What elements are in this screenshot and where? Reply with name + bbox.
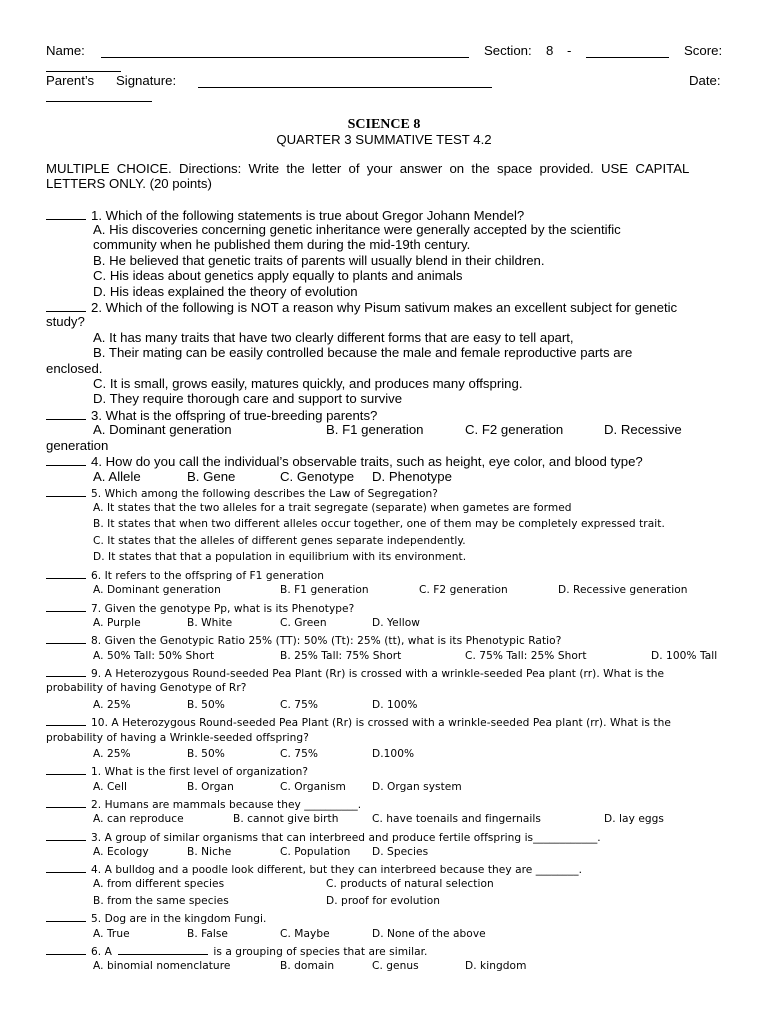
choice-a: A. binomial nomenclature	[93, 960, 231, 972]
section-label: Section:	[484, 43, 532, 58]
answer-blank[interactable]	[46, 762, 86, 775]
choice-a: A. His discoveries concerning genetic inheritance were generally accepted by the scientific	[93, 222, 621, 237]
choice-a: A. Purple	[93, 617, 141, 629]
choice-a: A. Dominant generation	[93, 584, 221, 596]
choice-c: C. It is small, grows easily, matures quickly, and produces many offspring.	[93, 376, 523, 391]
choice-d: D. Yellow	[372, 617, 420, 629]
choice-c: C. His ideas about genetics apply equally to plants and animals	[93, 268, 463, 283]
choice-c: C. 75% Tall: 25% Short	[465, 650, 587, 662]
question-stem: 1. Which of the following statements is true about Gregor Johann Mendel?	[91, 208, 525, 223]
signature-label: Signature:	[116, 73, 177, 88]
choice-d: D.100%	[372, 748, 415, 760]
choice-b: B. False	[187, 928, 228, 940]
choice-d: D. None of the above	[372, 928, 486, 940]
choice-c: C. 75%	[280, 699, 318, 711]
choice-c: C. Green	[280, 617, 327, 629]
choice-d: D. It states that that a population in equilibrium with its environment.	[93, 551, 467, 563]
choice-c: C. It states that the alleles of different genes separate independently.	[93, 535, 466, 547]
answer-blank[interactable]	[46, 566, 86, 579]
choice-d: D. kingdom	[465, 960, 527, 972]
choice-c: C. Organism	[280, 781, 346, 793]
choice-d: D. proof for evolution	[326, 895, 441, 907]
choice-b: B. It states that when two different alleles occur together, one of them may be completely expressed trait.	[93, 518, 665, 530]
choice-d: D. They require thorough care and support to survive	[93, 391, 403, 406]
choice-a: A. 25%	[93, 748, 131, 760]
question-stem: 2. Humans are mammals because they __________.	[91, 799, 362, 811]
question-stem-end: is a grouping of species that are similar.	[213, 946, 428, 958]
question-stem: 10. A Heterozygous Round-seeded Pea Plant (Rr) is crossed with a wrinkle-seeded Pea plant (rr). What is the	[91, 717, 671, 729]
section-dash: -	[567, 43, 572, 58]
score-label: Score:	[684, 43, 723, 58]
question-stem: 6. It refers to the offspring of F1 generation	[91, 570, 324, 582]
choice-d-cont: generation	[46, 438, 109, 453]
choice-c: C. products of natural selection	[326, 878, 494, 890]
choice-c: C. F2 generation	[419, 584, 508, 596]
choice-c: C. 75%	[280, 748, 318, 760]
choice-a: A. Ecology	[93, 846, 149, 858]
choice-b: B. cannot give birth	[233, 813, 339, 825]
choice-d: D. Recessive	[604, 422, 682, 437]
choice-c: C. F2 generation	[465, 422, 564, 437]
choice-a: A. Dominant generation	[93, 422, 232, 437]
answer-blank[interactable]	[46, 599, 86, 612]
answer-blank[interactable]	[46, 942, 86, 955]
answer-blank[interactable]	[46, 860, 86, 873]
section-field[interactable]	[586, 57, 669, 58]
question-stem: 2. Which of the following is NOT a reason why Pisum sativum makes an excellent subject for genetic	[91, 300, 678, 315]
choice-b: B. domain	[280, 960, 335, 972]
question-5b	[46, 909, 266, 927]
signature-field[interactable]	[198, 87, 492, 88]
question-3	[46, 407, 377, 423]
choice-a: A. It has many traits that have two clearly different forms that are easy to tell apart,	[93, 330, 574, 345]
choice-a: A. from different species	[93, 878, 225, 890]
question-stem: 4. How do you call the individual’s observable traits, such as height, eye color, and blood type?	[91, 454, 643, 469]
question-stem-cont: probability of having a Wrinkle-seeded offspring?	[46, 732, 309, 744]
answer-blank[interactable]	[46, 299, 86, 312]
question-10	[46, 713, 671, 731]
directions-line-1: MULTIPLE CHOICE. Directions: Write the letter of your answer on the space provided. USE CAPITAL	[46, 161, 690, 176]
choice-d: D. Phenotype	[372, 469, 452, 484]
score-field[interactable]	[46, 71, 121, 72]
choice-d: D. 100%	[372, 699, 418, 711]
question-8	[46, 631, 561, 649]
question-stem: 5. Which among the following describes the Law of Segregation?	[91, 488, 438, 500]
choice-d: D. Species	[372, 846, 429, 858]
date-label: Date:	[689, 73, 721, 88]
choice-a: A. It states that the two alleles for a trait segregate (separate) when gametes are formed	[93, 502, 572, 514]
question-stem: 4. A bulldog and a poodle look different, but they can interbreed because they are ________.	[91, 864, 582, 876]
choice-c: C. Maybe	[280, 928, 330, 940]
answer-blank[interactable]	[46, 484, 86, 497]
choice-b: B. 50%	[187, 699, 225, 711]
directions-line-2: LETTERS ONLY. (20 points)	[46, 176, 212, 191]
answer-blank[interactable]	[46, 664, 86, 677]
choice-a: A. True	[93, 928, 130, 940]
choice-c: C. Genotype	[280, 469, 355, 484]
choice-b: B. Niche	[187, 846, 232, 858]
subject-title: SCIENCE 8	[347, 117, 421, 132]
name-label: Name:	[46, 43, 85, 58]
choice-d: D. Recessive generation	[558, 584, 688, 596]
choice-d: D. Organ system	[372, 781, 462, 793]
choice-b: B. He believed that genetic traits of parents will usually blend in their children.	[93, 253, 545, 268]
choice-b-cont: enclosed.	[46, 361, 103, 376]
question-stem-cont: probability of having Genotype of Rr?	[46, 682, 247, 694]
choice-d: D. 100% Tall	[651, 650, 718, 662]
question-stem: 8. Given the Genotypic Ratio 25% (TT): 50% (Tt): 25% (tt), what is its Phenotypic Ratio?	[91, 635, 562, 647]
choice-a: A. Allele	[93, 469, 141, 484]
choice-b: B. Gene	[187, 469, 236, 484]
choice-a: A. can reproduce	[93, 813, 184, 825]
choice-a: A. 25%	[93, 699, 131, 711]
choice-d: D. His ideas explained the theory of evolution	[93, 284, 358, 299]
choice-a: A. 50% Tall: 50% Short	[93, 650, 215, 662]
question-stem-start: 6. A	[91, 946, 112, 958]
question-stem: 3. A group of similar organisms that can interbreed and produce fertile offspring is____________.	[91, 832, 601, 844]
answer-blank[interactable]	[46, 407, 86, 420]
answer-blank[interactable]	[46, 713, 86, 726]
choice-b: B. F1 generation	[280, 584, 369, 596]
question-stem: 9. A Heterozygous Round-seeded Pea Plant (Rr) is crossed with a wrinkle-seeded Pea plant (rr). What is the	[91, 668, 665, 680]
test-title: QUARTER 3 SUMMATIVE TEST 4.2	[276, 132, 492, 147]
question-1b	[46, 762, 308, 780]
answer-blank[interactable]	[46, 795, 86, 808]
question-4	[46, 453, 643, 469]
choice-b: B. Organ	[187, 781, 234, 793]
date-field[interactable]	[46, 101, 152, 102]
question-stem-cont: study?	[46, 314, 85, 329]
answer-blank[interactable]	[46, 631, 86, 644]
choice-b: B. Their mating can be easily controlled because the male and female reproductive parts are	[93, 345, 633, 360]
question-1	[46, 207, 524, 223]
choice-b: B. F1 generation	[326, 422, 424, 437]
parent-label: Parent’s	[46, 73, 95, 88]
choice-c: C. Population	[280, 846, 351, 858]
question-stem: 7. Given the genotype Pp, what is its Phenotype?	[91, 603, 355, 615]
fill-in-blank[interactable]	[118, 942, 208, 955]
choice-c: C. genus	[372, 960, 419, 972]
choice-d: D. lay eggs	[604, 813, 665, 825]
question-stem: 3. What is the offspring of true-breeding parents?	[91, 408, 378, 423]
choice-b: B. 25% Tall: 75% Short	[280, 650, 402, 662]
answer-blank[interactable]	[46, 828, 86, 841]
question-stem: 1. What is the first level of organization?	[91, 766, 309, 778]
section-grade: 8	[546, 43, 554, 58]
choice-b: B. White	[187, 617, 233, 629]
choice-c: C. have toenails and fingernails	[372, 813, 541, 825]
choice-a: A. Cell	[93, 781, 127, 793]
choice-b: B. from the same species	[93, 895, 229, 907]
answer-blank[interactable]	[46, 207, 86, 220]
answer-blank[interactable]	[46, 909, 86, 922]
choice-b: B. 50%	[187, 748, 225, 760]
choice-a-cont: community when he published them during the mid-19th century.	[93, 237, 471, 252]
name-field[interactable]	[101, 57, 469, 58]
answer-blank[interactable]	[46, 453, 86, 466]
question-stem: 5. Dog are in the kingdom Fungi.	[91, 913, 267, 925]
question-2	[46, 299, 677, 315]
